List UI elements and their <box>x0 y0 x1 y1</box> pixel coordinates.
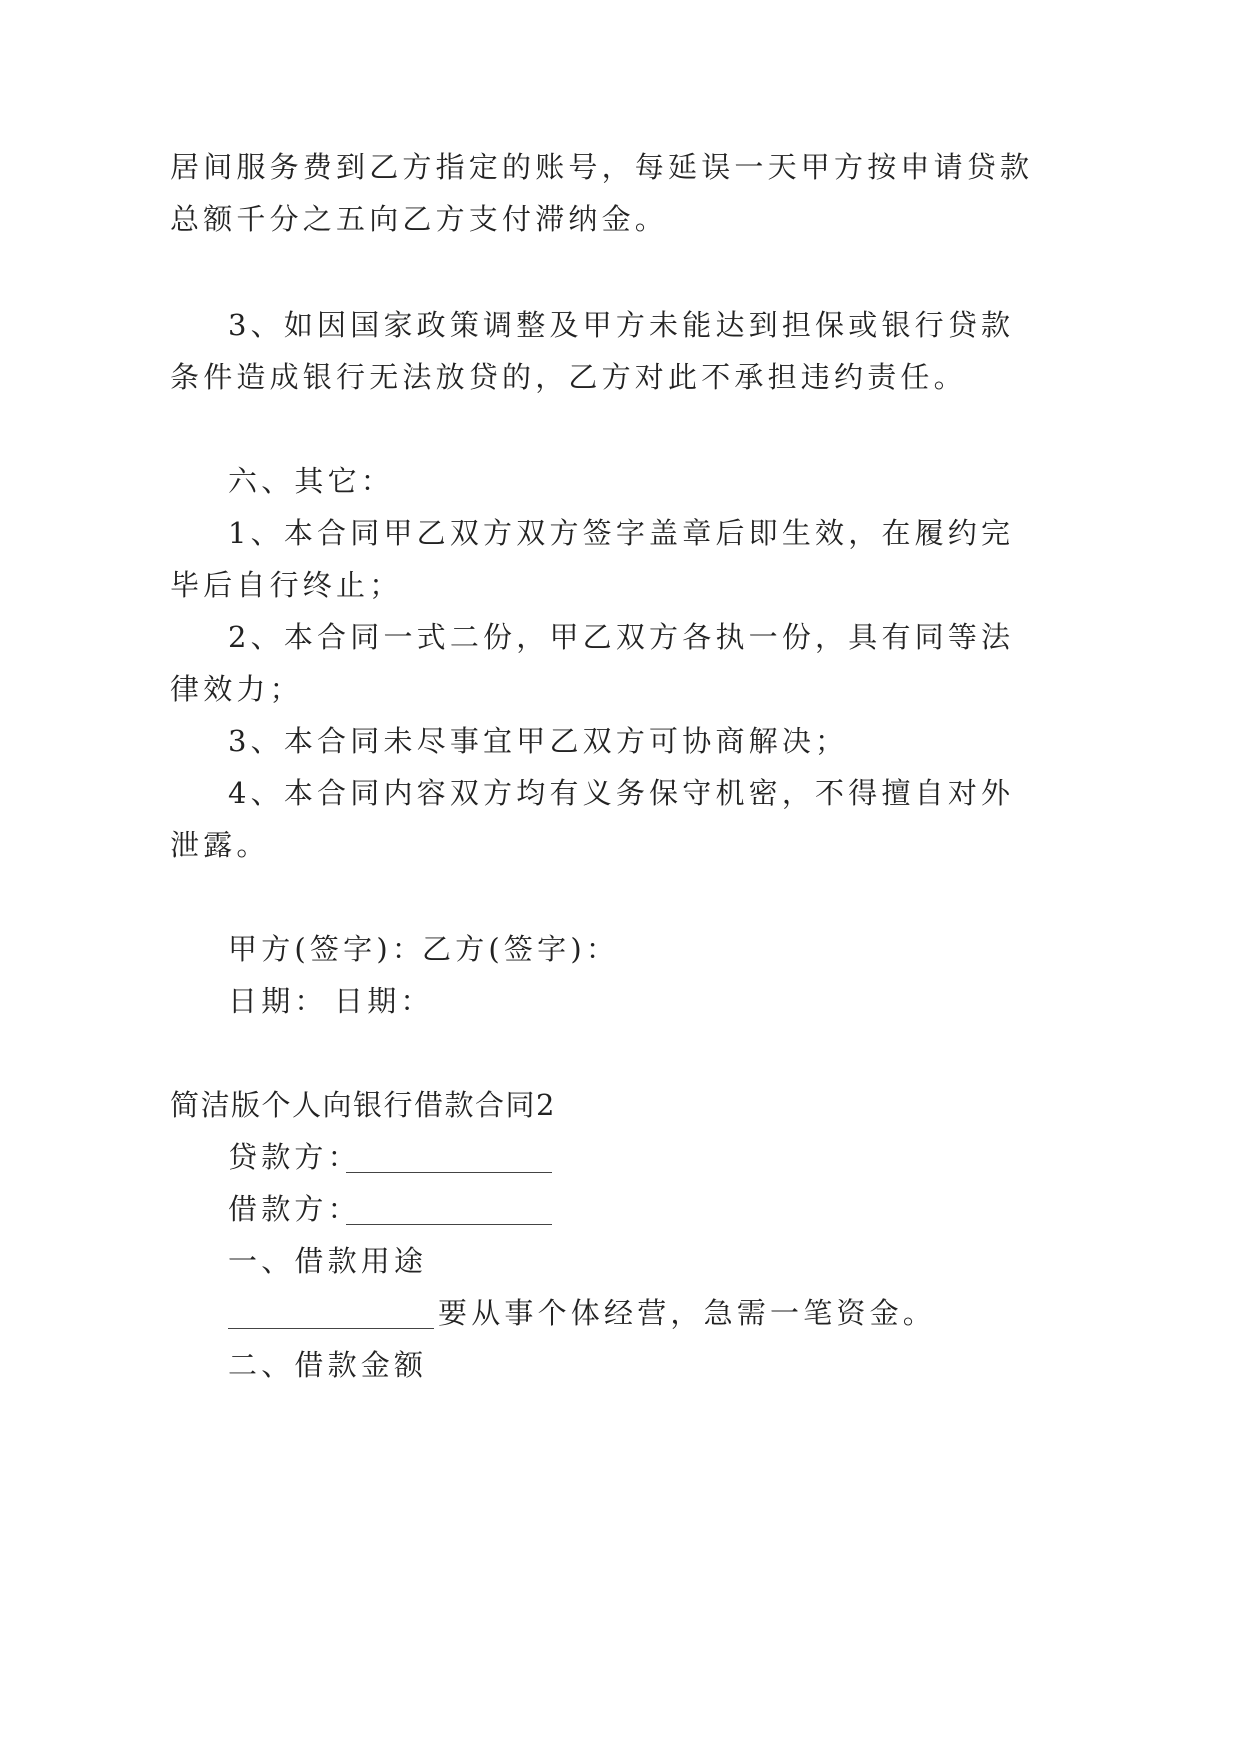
clause-6-4-line: 4、本合同内容双方均有义务保守机密，不得擅自对外 <box>228 776 1015 810</box>
signature-date-a: 日期： <box>228 984 328 1018</box>
clause-6-1-line: 1、本合同甲乙双方双方签字盖章后即生效，在履约完 <box>228 516 1015 550</box>
clause-5-3-line: 3、如因国家政策调整及甲方未能达到担保或银行贷款 <box>228 308 1015 342</box>
clause-6-4-line: 泄露。 <box>170 828 270 862</box>
lender-label: 贷款方： <box>228 1140 361 1174</box>
signature-date-b: 日期： <box>334 984 434 1018</box>
clause-6-3-line: 3、本合同未尽事宜甲乙双方可协商解决； <box>228 724 849 758</box>
paragraph-line: 总额千分之五向乙方支付滞纳金。 <box>170 202 669 236</box>
clause-5-3-line: 条件造成银行无法放贷的，乙方对此不承担违约责任。 <box>170 360 967 394</box>
borrower-blank <box>346 1198 552 1225</box>
purpose-blank <box>228 1302 434 1329</box>
signature-party-a: 甲方(签字)： <box>228 932 426 966</box>
clause-6-1-line: 毕后自行终止； <box>170 568 403 602</box>
paragraph-line: 居间服务费到乙方指定的账号，每延误一天甲方按申请贷款 <box>170 150 1034 184</box>
section-heading-purpose: 一、借款用途 <box>228 1244 428 1278</box>
section-heading-amount: 二、借款金额 <box>228 1348 428 1382</box>
clause-6-2-line: 律效力； <box>170 672 303 706</box>
section-heading-other: 六、其它： <box>228 464 395 498</box>
signature-party-b: 乙方(签字)： <box>422 932 620 966</box>
purpose-text: 要从事个体经营，急需一笔资金。 <box>438 1296 937 1330</box>
clause-6-2-line: 2、本合同一式二份，甲乙双方各执一份，具有同等法 <box>228 620 1015 654</box>
lender-blank <box>346 1146 552 1173</box>
borrower-label: 借款方： <box>228 1192 361 1226</box>
contract-title: 简洁版个人向银行借款合同2 <box>170 1088 556 1122</box>
